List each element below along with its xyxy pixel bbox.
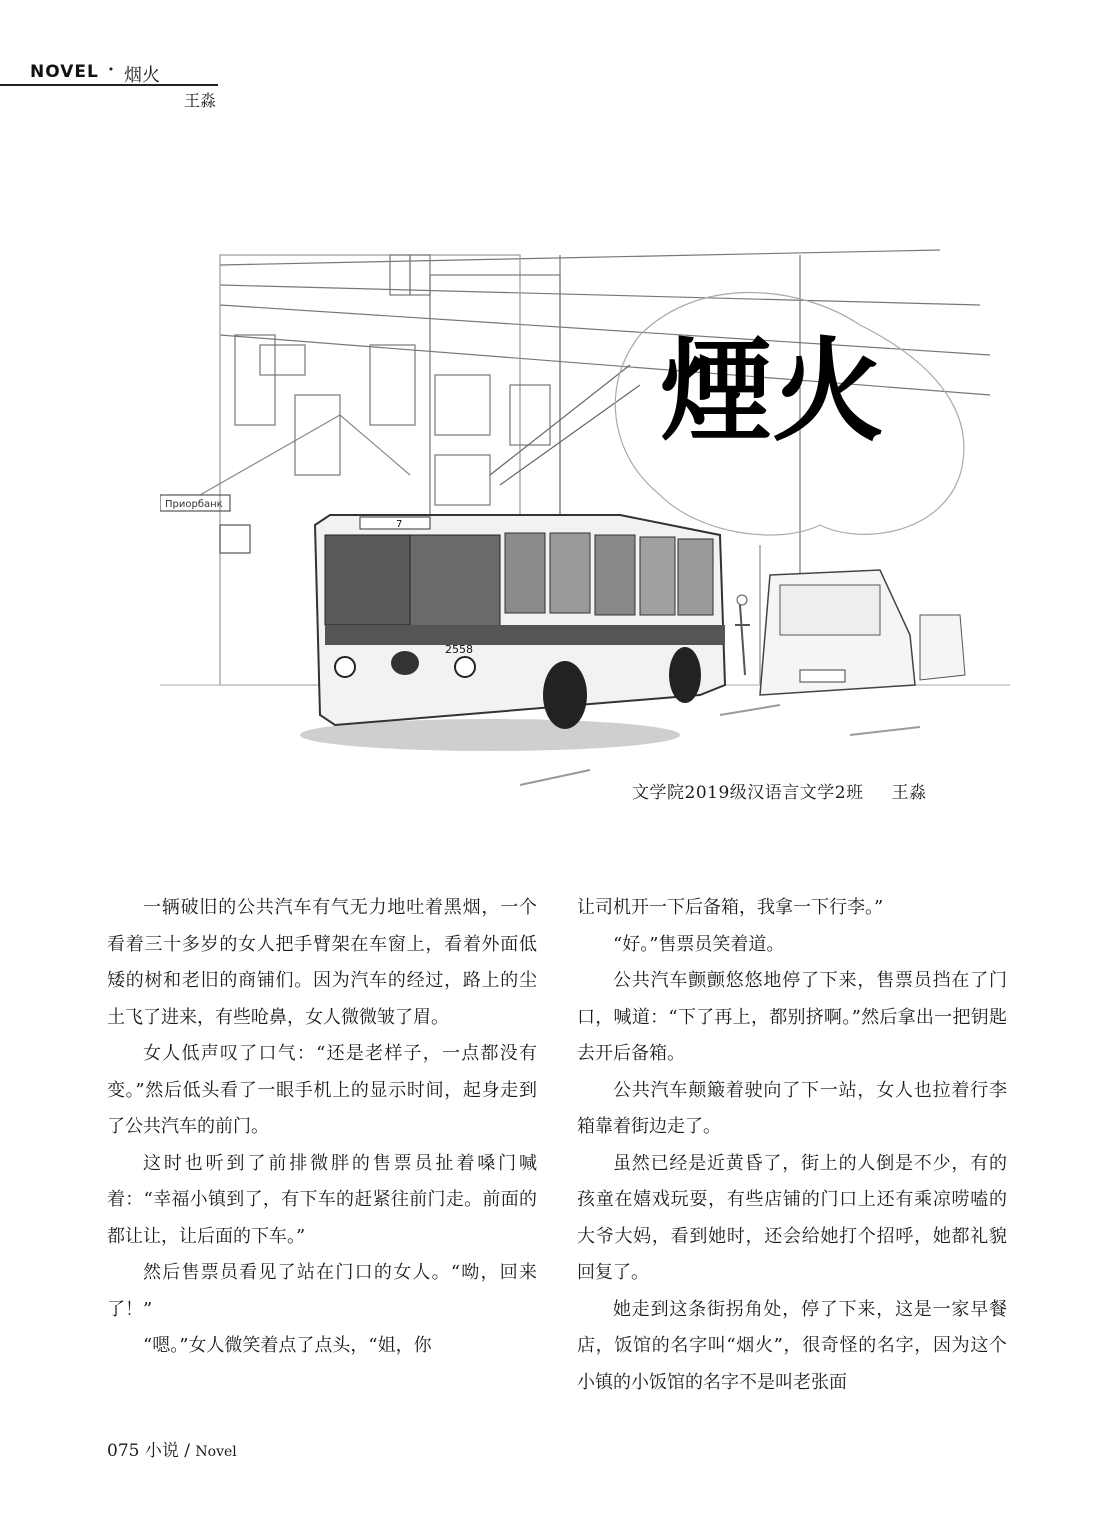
paragraph: 然后售票员看见了站在门口的女人。“呦，回来了！” bbox=[107, 1262, 537, 1320]
body-column-right bbox=[577, 890, 1007, 1401]
byline-affiliation: 文学院2019级汉语言文学2班 bbox=[632, 783, 864, 803]
page-footer bbox=[107, 1436, 237, 1461]
paragraph: 让司机开一下后备箱，我拿一下行李。” bbox=[577, 897, 884, 918]
running-header bbox=[0, 58, 218, 86]
footer-slash: / bbox=[184, 1441, 190, 1461]
shop-sign: Приорбанк bbox=[165, 499, 223, 510]
header-author: 王淼 bbox=[184, 91, 217, 110]
paragraph: 公共汽车颠簸着驶向了下一站，女人也拉着行李箱靠着街边走了。 bbox=[577, 1079, 1007, 1137]
header-separator: · bbox=[108, 60, 114, 80]
paragraph: “好。”售票员笑着道。 bbox=[613, 933, 785, 955]
bus-number: 2558 bbox=[445, 643, 473, 656]
footer-label-en: Novel bbox=[195, 1444, 237, 1460]
page-number: 075 bbox=[107, 1441, 140, 1461]
svg-text:煙火: 煙火 bbox=[660, 326, 884, 457]
paragraph: 这时也听到了前排微胖的售票员扯着嗓门喊着：“幸福小镇到了，有下车的赶紧往前门走。前面的都让让，让后面的下车。” bbox=[107, 1152, 537, 1247]
body-column-left bbox=[107, 890, 537, 1365]
paragraph: 一辆破旧的公共汽车有气无力地吐着黑烟，一个看着三十多岁的女人把手臂架在车窗上，看着外面低矮的树和老旧的商铺们。因为汽车的经过，路上的尘土飞了进来，有些呛鼻，女人微微皱了眉。 bbox=[107, 897, 537, 1028]
byline-author: 王淼 bbox=[891, 783, 927, 803]
street-illustration bbox=[160, 215, 1010, 815]
footer-label: 小说 bbox=[144, 1441, 179, 1461]
bus-route-sign: 7 bbox=[396, 519, 403, 530]
paragraph: 女人低声叹了口气：“还是老样子，一点都没有变。”然后低头看了一眼手机上的显示时间，起身走到了公共汽车的前门。 bbox=[107, 1043, 537, 1137]
calligraphy-title bbox=[660, 310, 900, 480]
paragraph: 虽然已经是近黄昏了，街上的人倒是不少，有的孩童在嬉戏玩耍，有些店铺的门口上还有乘凉唠嗑的大爷大妈，看到她时，还会给她打个招呼，她都礼貌回复了。 bbox=[577, 1152, 1007, 1283]
paragraph: 她走到这条街拐角处，停了下来，这是一家早餐店，饭馆的名字叫“烟火”，很奇怪的名字，因为这个小镇的小饭馆的名字不是叫老张面 bbox=[577, 1298, 1007, 1393]
paragraph: “嗯。”女人微笑着点了点头，“姐，你 bbox=[143, 1335, 432, 1356]
section-label: NOVEL bbox=[30, 62, 99, 82]
header-title: 烟火 bbox=[124, 65, 160, 86]
byline bbox=[632, 778, 927, 803]
paragraph: 公共汽车颤颤悠悠地停了下来，售票员挡在了门口，喊道：“下了再上，都别挤啊。”然后拿出一把钥匙去开后备箱。 bbox=[577, 970, 1007, 1064]
